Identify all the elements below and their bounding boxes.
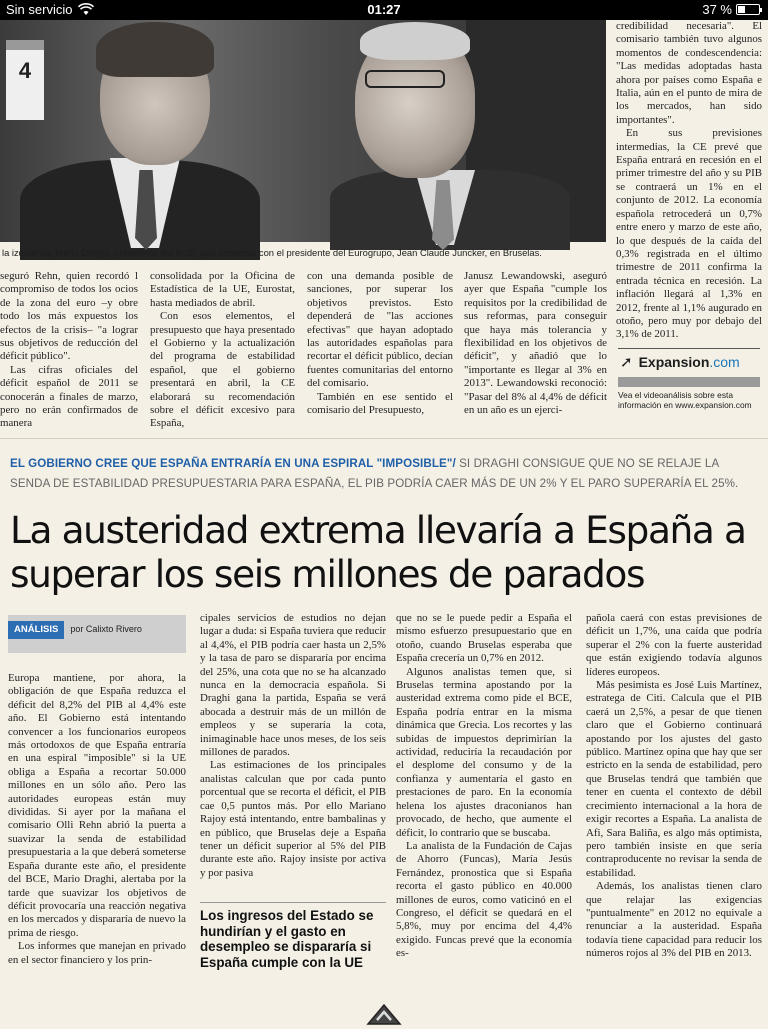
paragraph: Los informes que manejan en privado en el sector financiero y los prin- xyxy=(8,940,186,966)
status-bar xyxy=(0,0,768,20)
paragraph: También en ese sentido el comisario del Presupuesto, xyxy=(307,390,453,417)
paragraph: Con esos elementos, el presupuesto que haya presentado el Gobierno y la actualización del programa de estabilidad español, que el gobierno presentará en abril, la CE elaborará su recomendación sobre el déficit excesivo para España, xyxy=(150,310,295,430)
paragraph: Las estimaciones de los principales analistas calculan que por cada punto porcentual que se recorta el déficit, el PIB cae 0,5 puntos más. Por ello Mariano Rajoy está intentando, entre bambalinas y en público, que Bruselas deje a España tener un déficit superior al 5% del PIB durante este año. Rajoy insiste por activa y por pasiva xyxy=(200,759,386,879)
bottom-column-1 xyxy=(8,672,186,967)
carrier-label: Sin servicio xyxy=(6,2,73,17)
bottom-column-3 xyxy=(396,612,572,961)
battery-icon xyxy=(736,4,760,15)
paragraph: seguró Rehn, quien recordó l compromiso de todos los ocios de la zona del euro –y obre todo los más expuestos los efectos de la crisis– "a lograr sus objetivos de reducción del déficit público". xyxy=(0,270,138,363)
headline: La austeridad extrema llevaría a España a superar los seis millones de parados xyxy=(10,508,746,596)
top-column-4 xyxy=(464,270,607,420)
scroll-up-arrow-icon[interactable] xyxy=(366,1002,402,1024)
kicker-rest: SI DRAGHI CONSIGUE QUE NO SE RELAJE LA SENDA DE ESTABILIDAD PRESUPUESTARIA PARA ESPAÑA, EL PIB PODRÍA CAER MÁS DE UN 2% Y EL PARO SUPERARÍA EL 25%. xyxy=(10,457,739,490)
paragraph: Janusz Lewandowski, aseguró ayer que España "cumple los requisitos por la credibilidad de sus reformas, para conseguir que haya más tolerancia y flexibilidad en los objetivos de déficit", y añadió que lo "importante es llegar al 3% en 2013". Lewandowski reconoció: "Pasar del 8% al 4,4% de déficit en un año es un ejerci- xyxy=(464,270,607,417)
pull-quote: Los ingresos del Estado se hundirían y el gasto en desempleo se dispararía si España cumple con la UE xyxy=(200,908,374,970)
clock: 01:27 xyxy=(367,2,401,17)
paragraph: consolidada por la Oficina de Estadística de la UE, Eurostat, hasta mediados de abril. xyxy=(150,270,295,309)
paragraph: Algunos analistas temen que, si Bruselas termina apostando por la austeridad extrema como pide el BCE, España podría entrar en la misma dinámica que Grecia. Los recortes y las subidas de impuestos deprimirían la actividad, reduciría la recaudación por el desplome del consumo y de la confianza y aumentaría el gasto en prestaciones de paro. En la economía helena los ajustes draconianos han provocado, de hecho, que aumente el déficit, lo contrario que se buscaba. xyxy=(396,665,572,839)
bottom-column-4 xyxy=(586,612,762,961)
paragraph: que no se le puede pedir a España el mismo esfuerzo presupuestario que en otoño, cuando Bruselas esperaba que España crecería un 0,7% en 2012. xyxy=(396,612,572,665)
kicker xyxy=(10,454,760,494)
paragraph: Europa mantiene, por ahora, la obligación de que España reduzca el déficit del 8,2% del PIB al 4,4% este año. El Gobierno está intentando convencer a los funcionarios europeos más ortodoxos de que España entraría en una espiral "imposible" si la UE obliga a España a recortar 50.000 millones en un sólo año. Pero las autoridades europeas están muy divididas. Si ayer por la mañana el comisario Olli Rehn abrió la puerta a suavizar la senda de estabilidad presupuestaria a la que deberá someterse España durante este año, el presidente del BCE, Mario Draghi, alertaba por la tarde que suavizar los objetivos de déficit provocaría una reacción negativa en los mercados y dispararía de nuevo la prima de riesgo. xyxy=(8,672,186,939)
article-photo xyxy=(0,20,606,242)
section-divider xyxy=(0,438,768,439)
byline: por Calixto Rivero xyxy=(70,624,142,634)
paragraph: credibilidad necesaria". El comisario también tuvo algunos momentos de condescendencia: "Las medidas adoptadas hasta ahora por países como España e Italia, aún en el punto de mira de los mercados, han sido importantes". xyxy=(616,20,762,126)
paragraph: En sus previsiones intermedias, la CE prevé que España entrará en recesión en el primer trimestre del año y su PIB se contraerá un 1% en el conjunto de 2012. La economía española retrocederá un 0,7% entre enero y marzo de este año, lo que después de la caída del 0,3% registrada en el último trimestre de 2011 confirma la entrada técnica en recesión. La inflación llegará al 1,3% en 2012, frente al 1,1% augurado en otoño, pero muy por debajo del 3,1% de 2011. xyxy=(616,127,762,341)
bottom-column-2 xyxy=(200,612,386,880)
expansion-logo: Expansion.com xyxy=(638,354,740,370)
photo-caption: la izquierda, Mario Draghi, presidente del BCE, que conversa con el presidente del Eurogrupo, Jean Claude Juncker, en Bruselas. xyxy=(2,247,542,258)
expansion-promo[interactable] xyxy=(618,348,760,410)
top-column-3 xyxy=(307,270,453,420)
paragraph: con una demanda posible de sanciones, por superar los objetivos previstos. Esto dependerá de "las acciones efectivas" que hayan adoptado las autoridades españolas para recortar el déficit público, decían fuentes comunitarias del entorno del comisario. xyxy=(307,270,453,390)
paragraph: cipales servicios de estudios no dejan lugar a duda: si España tuviera que reducir al 4,4%, el PIB podría caer hasta un 2,5% y la tasa de paro se dispararía por encima del 25%, una cota que no se ha alcanzado nunca en la democracia española. Si Draghi gana la partida, España se verá abocada a destruir más de un millón de empleos y se superaría la cota, inimaginable hace unos meses, de los seis millones de parados. xyxy=(200,612,386,759)
room-sign: 4 xyxy=(6,40,44,120)
battery-percent: 37 % xyxy=(702,2,732,17)
paragraph: La analista de la Fundación de Cajas de Ahorro (Funcas), María Jesús Fernández, pronostica que si España recorta el gasto público en 40.000 millones de euros, como vaticinó en el Congreso, el déficit se quedará en el 5,8%, muy por encima del 4,4% exigido. Funcas prevé que la economía es- xyxy=(396,839,572,960)
top-column-1 xyxy=(0,270,138,430)
paragraph: pañola caerá con estas previsiones de déficit un 1,7%, una caída que podría superar el 2% con la fuerte austeridad que están exigiendo todavía algunos líderes europeos. xyxy=(586,612,762,678)
kicker-highlight: EL GOBIERNO CREE QUE ESPAÑA ENTRARÍA EN UNA ESPIRAL "IMPOSIBLE"/ xyxy=(10,457,456,470)
paragraph: Las cifras oficiales del déficit español de 2011 se conocerán a finales de marzo, pero no erán confirmados de manera xyxy=(0,363,138,430)
arrow-icon: ➚ xyxy=(620,354,633,371)
top-column-2 xyxy=(150,270,295,430)
analysis-tag: ANÁLISIS xyxy=(8,621,64,639)
paragraph: Además, los analistas tienen claro que relajar las exigencias "puntualmente" en 2012 no equivale a renunciar a la austeridad. España todavía tiene capacidad para reducir los números rojos al 3% del PIB en 2013. xyxy=(586,880,762,960)
video-note: Vea el videoanálisis sobre esta información en www.expansion.com xyxy=(618,390,752,410)
analysis-bar xyxy=(8,615,186,653)
paragraph: Más pesimista es José Luis Martínez, estratega de Citi. Calcula que el PIB caerá un 2,5%, a pesar de que tienen claro que el Gobierno continuará apostando por los ajustes del gasto público. Martínez opina que hay que ser estricto en la senda de estabilidad, pero que Bruselas tendrá que también que tener en cuenta el contexto de débil crecimiento internacional a la hora de exigir recortes a España. La analista de Afi, Sara Baliña, es algo más optimista, pero también insiste en que sería contraproducente no revisar la senda de estabilidad. xyxy=(586,679,762,879)
right-column xyxy=(616,20,762,350)
